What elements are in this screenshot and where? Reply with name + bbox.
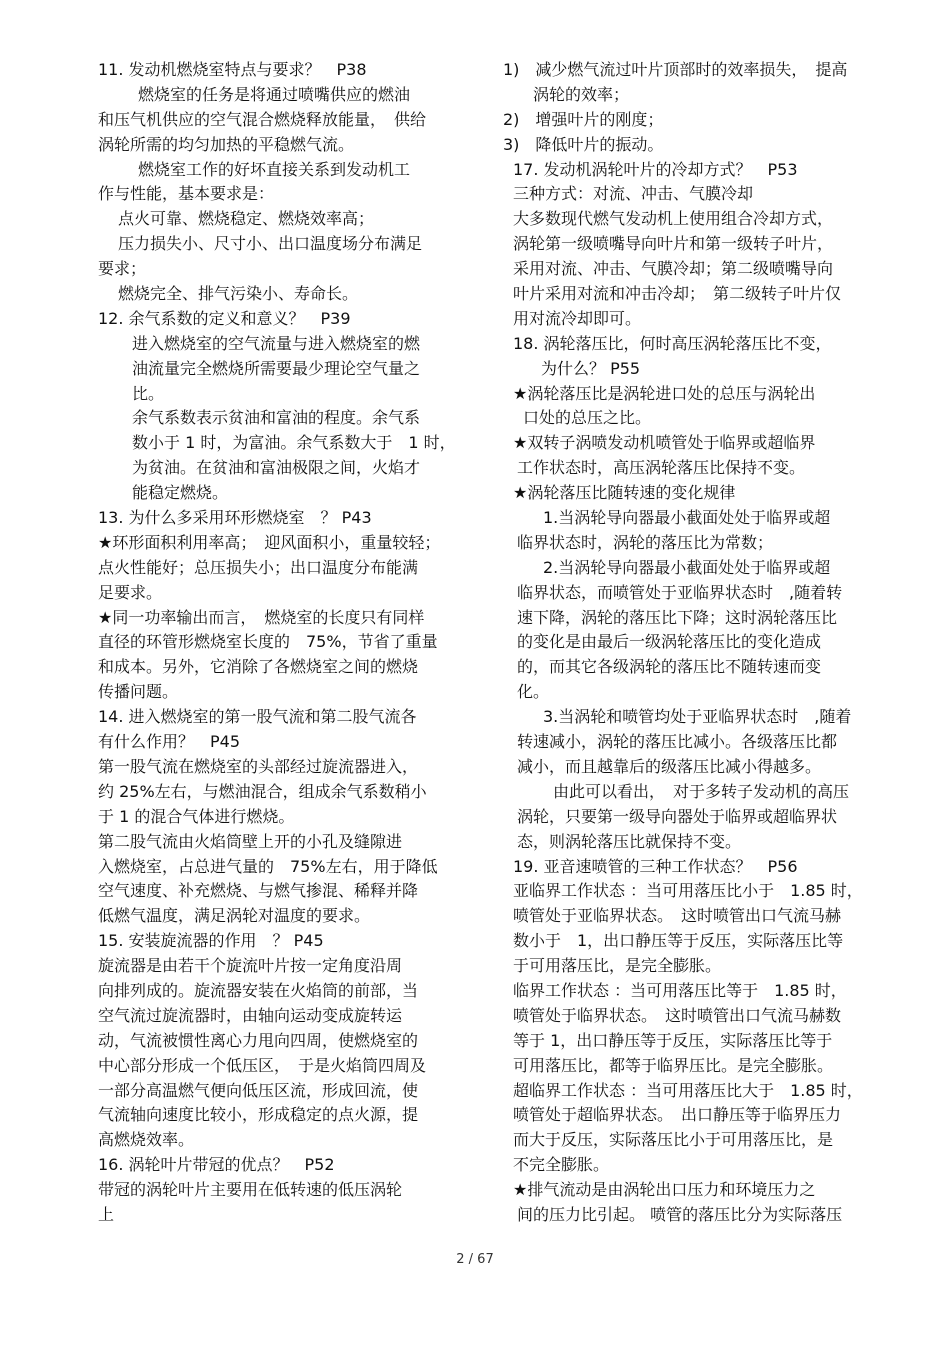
text-line: 燃烧室工作的好坏直接关系到发动机工: [138, 159, 411, 179]
text-line: 低燃气温度，满足涡轮对温度的要求。: [98, 906, 371, 926]
text-line: 涡轮所需的均匀加热的平稳燃气流。: [98, 134, 355, 154]
text-line: 喷管处于临界状态。 这时喷管出口气流马赫数: [513, 1005, 842, 1025]
text-line: 第一股气流在燃烧室的头部经过旋流器进入，: [98, 756, 419, 776]
text-line: 数小于 1，出口静压等于反压，实际落压比等: [513, 931, 844, 951]
text-line: 能稳定燃烧。: [132, 483, 229, 503]
text-line: 点火性能好；总压损失小；出口温度分布能满: [98, 557, 419, 577]
text-line: ★涡轮落压比随转速的变化规律: [513, 483, 736, 503]
left-column: [98, 58, 482, 1228]
text-line: 为什么？ P55: [541, 358, 641, 378]
text-line: 12. 余气系数的定义和意义？ P39: [98, 308, 351, 328]
text-line: 作与性能，基本要求是：: [98, 184, 275, 204]
text-line: 中心部分形成一个低压区， 于是火焰筒四周及: [98, 1055, 427, 1075]
text-line: 1.当涡轮导向器最小截面处处于临界或超: [543, 508, 831, 528]
text-line: 11. 发动机燃烧室特点与要求？ P38: [98, 60, 367, 79]
text-line: 不完全膨胀。: [513, 1155, 610, 1175]
text-line: 于可用落压比，是完全膨胀。: [513, 956, 722, 976]
text-line: 进入燃烧室的空气流量与进入燃烧室的燃: [132, 333, 421, 353]
text-line: 空气流过旋流器时，由轴向运动变成旋转运: [98, 1005, 403, 1025]
text-line: 有什么作用？ P45: [98, 732, 241, 752]
text-line: 直径的环管形燃烧室长度的 75%，节省了重量: [98, 632, 438, 652]
text-line: 14. 进入燃烧室的第一股气流和第二股气流各: [98, 707, 417, 727]
right-column: [503, 58, 895, 1228]
text-line: 约 25%左右，与燃油混合，组成余气系数稍小: [98, 781, 427, 801]
text-line: 喷管处于超临界状态。 出口静压等于临界压力: [513, 1105, 842, 1125]
text-line: 超临界工作状态 ：当可用落压比大于 1.85 时，: [513, 1080, 863, 1100]
text-line: 大多数现代燃气发动机上使用组合冷却方式，: [513, 209, 834, 229]
text-line: 转速减小，涡轮的落压比减小。各级落压比都: [517, 732, 838, 752]
text-line: 涡轮，只要第一级导向器处于临界或超临界状: [517, 806, 838, 826]
text-line: 的变化是由最后一级涡轮落压比的变化造成: [517, 632, 822, 652]
text-line: 19. 亚音速喷管的三种工作状态？ P56: [513, 856, 798, 876]
text-line: 比。: [132, 383, 165, 403]
text-line: 传播问题。: [98, 682, 179, 702]
page-number: 2 / 67: [456, 1252, 494, 1267]
text-line: 2.当涡轮导向器最小截面处处于临界或超: [543, 557, 831, 577]
text-line: ★排气流动是由涡轮出口压力和环境压力之: [513, 1180, 816, 1200]
text-line: 3.当涡轮和喷管均处于亚临界状态时 ,随着: [543, 707, 852, 727]
text-line: 动，气流被惯性离心力甩向四周，使燃烧室的: [98, 1030, 419, 1050]
text-line: 减小，而且越靠后的级落压比减小得越多。: [517, 756, 822, 776]
text-line: 油流量完全燃烧所需要最少理论空气量之: [132, 358, 421, 378]
text-line: 空气速度、补充燃烧、与燃气掺混、稀释并降: [98, 881, 419, 901]
text-line: 3) 降低叶片的振动。: [503, 134, 664, 154]
text-line: ★双转子涡喷发动机喷管处于临界或超临界: [513, 433, 816, 453]
text-line: 于 1 的混合气体进行燃烧。: [98, 806, 295, 826]
text-line: 临界状态时，涡轮的落压比为常数；: [517, 532, 774, 552]
text-line: 临界状态，而喷管处于亚临界状态时 ,随着转: [517, 582, 843, 602]
text-line: 喷管处于亚临界状态。 这时喷管出口气流马赫: [513, 906, 842, 926]
text-line: 要求；: [98, 259, 147, 279]
text-line: ★同一功率输出而言， 燃烧室的长度只有同样: [98, 607, 425, 627]
text-line: 一部分高温燃气便向低压区流，形成回流，使: [98, 1080, 419, 1100]
text-line: 的，而其它各级涡轮的落压比不随转速而变: [517, 657, 822, 677]
text-line: 涡轮的效率；: [533, 84, 630, 104]
text-line: 16. 涡轮叶片带冠的优点？ P52: [98, 1155, 335, 1175]
text-line: 气流轴向速度比较小，形成稳定的点火源，提: [98, 1105, 419, 1125]
text-line: 采用对流、冲击、气膜冷却；第二级喷嘴导向: [513, 259, 834, 279]
text-line: 速下降，涡轮的落压比下降；这时涡轮落压比: [517, 607, 838, 627]
text-line: 15. 安装旋流器的作用 ？ P45: [98, 931, 324, 951]
text-line: 态，则涡轮落压比就保持不变。: [517, 831, 742, 851]
text-line: 余气系数表示贫油和富油的程度。余气系: [132, 408, 421, 428]
text-line: 而大于反压，实际落压比小于可用落压比，是: [513, 1130, 834, 1150]
text-line: 口处的总压之比。: [523, 408, 652, 428]
text-line: 1) 减少燃气流过叶片顶部时的效率损失， 提高: [503, 60, 848, 79]
text-line: 化。: [517, 682, 550, 702]
text-line: 三种方式：对流、冲击、气膜冷却: [513, 184, 754, 204]
text-line: 等于 1，出口静压等于反压，实际落压比等于: [513, 1030, 833, 1050]
text-line: 足要求。: [98, 582, 163, 602]
text-line: 点火可靠、燃烧稳定、燃烧效率高；: [118, 209, 375, 229]
text-line: 亚临界工作状态 ：当可用落压比小于 1.85 时，: [513, 881, 863, 901]
text-line: ★环形面积利用率高； 迎风面积小，重量较轻；: [98, 532, 441, 552]
text-line: 可用落压比，都等于临界压比。是完全膨胀。: [513, 1055, 834, 1075]
text-line: 第二股气流由火焰筒壁上开的小孔及缝隙进: [98, 831, 403, 851]
text-line: 2) 增强叶片的刚度；: [503, 109, 664, 129]
text-line: 涡轮第一级喷嘴导向叶片和第一级转子叶片，: [513, 234, 834, 254]
text-line: 上: [98, 1204, 115, 1224]
text-line: 和压气机供应的空气混合燃烧释放能量， 供给: [98, 109, 427, 129]
text-line: 压力损失小、尺寸小、出口温度场分布满足: [118, 234, 423, 254]
text-line: 叶片采用对流和冲击冷却； 第二级转子叶片仅: [513, 284, 842, 304]
text-line: 由此可以看出， 对于多转子发动机的高压: [553, 781, 850, 801]
text-line: 向排列成的。旋流器安装在火焰筒的前部，当: [98, 980, 419, 1000]
text-line: 入燃烧室，占总进气量的 75%左右，用于降低: [98, 856, 438, 876]
text-line: 17. 发动机涡轮叶片的冷却方式？ P53: [513, 159, 798, 179]
text-line: 间的压力比引起。 喷管的落压比分为实际落压: [517, 1204, 843, 1224]
text-line: 数小于 1 时，为富油。余气系数大于 1 时，: [132, 433, 456, 453]
text-line: 燃烧完全、排气污染小、寿命长。: [118, 284, 359, 304]
text-line: 和成本。另外，它消除了各燃烧室之间的燃烧: [98, 657, 419, 677]
text-line: 为贫油。在贫油和富油极限之间，火焰才: [132, 458, 421, 478]
text-line: 带冠的涡轮叶片主要用在低转速的低压涡轮: [98, 1180, 403, 1200]
text-line: 高燃烧效率。: [98, 1130, 195, 1150]
text-line: 18. 涡轮落压比，何时高压涡轮落压比不变，: [513, 333, 832, 353]
text-line: 工作状态时，高压涡轮落压比保持不变。: [517, 458, 806, 478]
text-line: 临界工作状态 ：当可用落压比等于 1.85 时，: [513, 980, 847, 1000]
text-line: 用对流冷却即可。: [513, 308, 642, 328]
text-line: 旋流器是由若干个旋流叶片按一定角度沿周: [98, 956, 403, 976]
text-line: ★涡轮落压比是涡轮进口处的总压与涡轮出: [513, 383, 816, 403]
text-line: 燃烧室的任务是将通过喷嘴供应的燃油: [138, 84, 411, 104]
text-line: 13. 为什么多采用环形燃烧室 ？ P43: [98, 508, 372, 528]
